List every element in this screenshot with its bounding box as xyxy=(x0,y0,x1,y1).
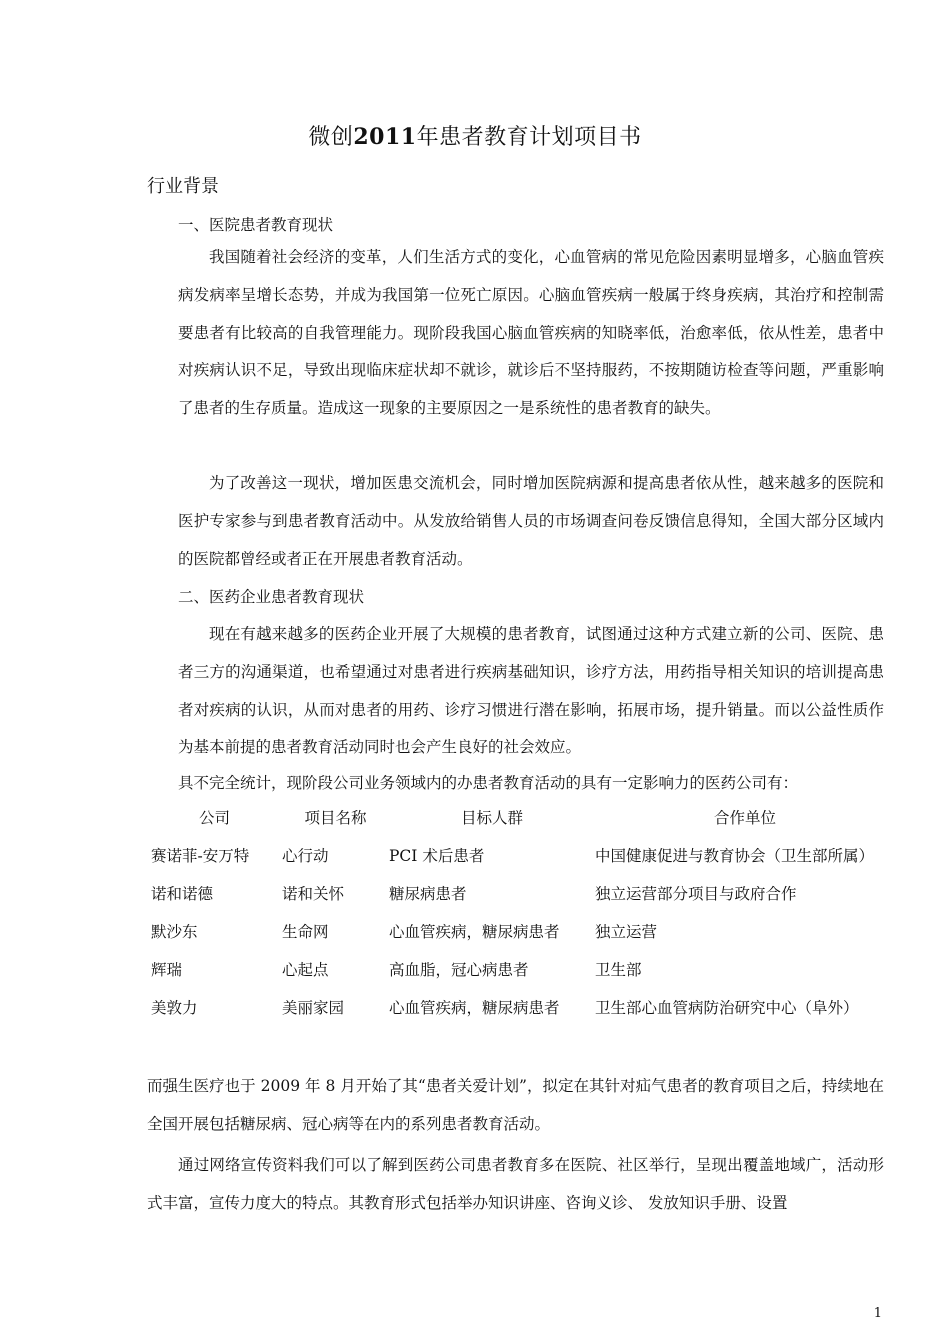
cell-project: 美丽家园 xyxy=(282,999,345,1017)
cell-company: 赛诺菲-安万特 xyxy=(151,847,250,865)
paragraph-3: 现在有越来越多的医药企业开展了大规模的患者教育，试图通过这种方式建立新的公司、医院、患者三方的沟通渠道，也希望通过对患者进行疾病基础知识，诊疗方法，用药指导相关知识的培训提高患者对疾病的认识，从而对患者的用药、诊疗习惯进行潜在影响，拓展市场，提升销量。而以公益性质作为基本前提的患者教育活动同时也会产生良好的社会效应。 xyxy=(178,625,884,757)
company-table xyxy=(147,806,895,1026)
subsection-heading-2: 二、医药企业患者教育现状 xyxy=(178,588,365,606)
subsection-heading-1: 一、医院患者教育现状 xyxy=(178,216,334,234)
title-suffix: 年患者教育计划项目书 xyxy=(416,125,642,150)
header-target: 目标人群 xyxy=(460,809,523,827)
paragraph-4: 具不完全统计，现阶段公司业务领域内的办患者教育活动的具有一定影响力的医药公司有： xyxy=(178,774,799,792)
title-year: 2011 xyxy=(353,124,417,150)
table-row xyxy=(147,912,895,950)
paragraph-6: 通过网络宣传资料我们可以了解到医药公司患者教育多在医院、社区举行，呈现出覆盖地域广，活动形式丰富，宣传力度大的特点。其教育形式包括举办知识讲座、咨询义诊、 发放知识手册、设置 xyxy=(147,1156,884,1212)
cell-target: 心血管疾病，糖尿病患者 xyxy=(389,923,560,941)
table-row xyxy=(147,988,895,1026)
cell-project: 心起点 xyxy=(282,961,329,979)
cell-partner: 独立运营 xyxy=(595,923,658,941)
cell-target: 心血管疾病，糖尿病患者 xyxy=(389,999,560,1017)
cell-company: 诺和诺德 xyxy=(151,885,214,903)
table-row xyxy=(147,950,895,988)
table-row xyxy=(147,836,895,874)
cell-company: 默沙东 xyxy=(151,923,198,941)
header-project: 项目名称 xyxy=(304,809,367,827)
cell-project: 诺和关怀 xyxy=(282,885,345,903)
paragraph-2: 为了改善这一现状，增加医患交流机会，同时增加医院病源和提高患者依从性，越来越多的医院和医护专家参与到患者教育活动中。从发放给销售人员的市场调查问卷反馈信息得知，全国大部分区域内的医院都曾经或者正在开展患者教育活动。 xyxy=(178,474,884,568)
cell-company: 辉瑞 xyxy=(151,961,183,979)
header-partner: 合作单位 xyxy=(713,809,776,827)
document-title xyxy=(0,120,950,151)
title-prefix: 微创 xyxy=(308,125,354,150)
cell-project: 心行动 xyxy=(282,847,329,865)
cell-partner: 独立运营部分项目与政府合作 xyxy=(595,885,797,903)
cell-target: PCI 术后患者 xyxy=(389,847,485,865)
section-heading: 行业背景 xyxy=(147,176,219,197)
cell-target: 糖尿病患者 xyxy=(389,885,467,903)
page-number: 1 xyxy=(873,1306,882,1321)
cell-project: 生命网 xyxy=(282,923,329,941)
paragraph-5: 而强生医疗也于 2009 年 8 月开始了其“患者关爱计划”，拟定在其针对疝气患者的教育项目之后，持续地在全国开展包括糖尿病、冠心病等在内的系列患者教育活动。 xyxy=(147,1077,884,1133)
cell-partner: 卫生部心血管病防治研究中心（阜外） xyxy=(595,999,859,1017)
header-company: 公司 xyxy=(198,809,230,827)
cell-company: 美敦力 xyxy=(151,999,198,1017)
cell-partner: 卫生部 xyxy=(595,961,642,979)
table-row xyxy=(147,874,895,912)
cell-target: 高血脂，冠心病患者 xyxy=(389,961,529,979)
table-header-row xyxy=(147,806,895,836)
paragraph-1: 我国随着社会经济的变革，人们生活方式的变化，心血管病的常见危险因素明显增多，心脑血管疾病发病率呈增长态势，并成为我国第一位死亡原因。心脑血管疾病一般属于终身疾病，其治疗和控制需要患者有比较高的自我管理能力。现阶段我国心脑血管疾病的知晓率低，治愈率低，依从性差，患者中对疾病认识不足，导致出现临床症状却不就诊，就诊后不坚持服药，不按期随访检查等问题，严重影响了患者的生存质量。造成这一现象的主要原因之一是系统性的患者教育的缺失。 xyxy=(178,248,884,418)
cell-partner: 中国健康促进与教育协会（卫生部所属） xyxy=(595,847,875,865)
